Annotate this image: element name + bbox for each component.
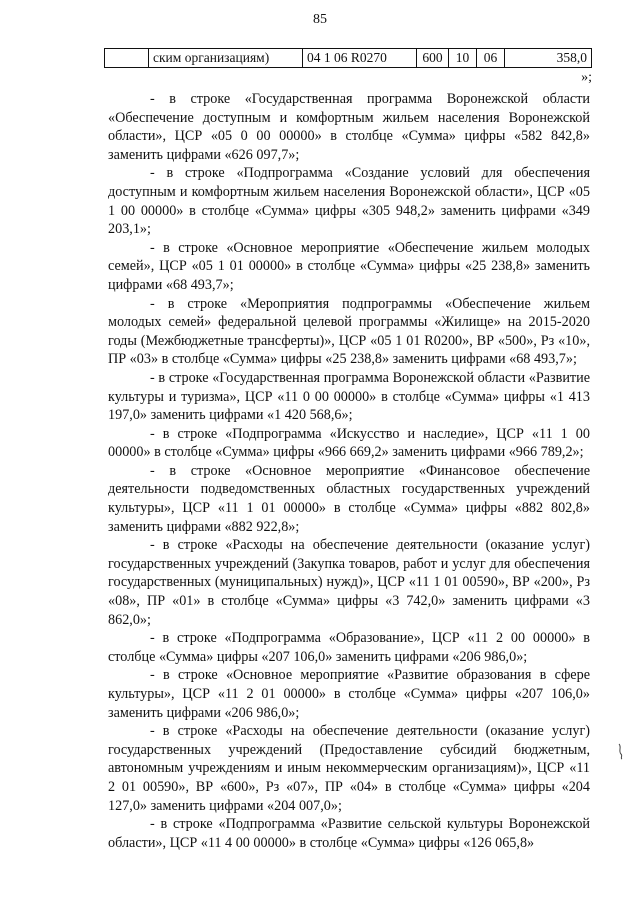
amendment-item: - в строке «Расходы на обеспечение деятельности (оказание услуг) государственных учреждений (Закупка товаров, работ и услуг для обеспечения государственных (муниципальных) нужд)», ЦСР «11 1 01 00590», ВР «200», Рз «08», ПР «01» в столбце «Сумма» цифры «3 742,0» заменить цифрами «3 862,0»; (108, 537, 590, 628)
table-cell-csr: 04 1 06 R0270 (303, 49, 417, 67)
closing-quote: »; (581, 70, 592, 85)
margin-mark-icon (616, 742, 626, 760)
amendment-item: - в строке «Расходы на обеспечение деятельности (оказание услуг) государственных учреждений (Предоставление субсидий бюджетным, автономным учреждениям и иным некоммерческим организациям)», ЦСР «11 2 01 00590», ВР «600», Рз «07», ПР «04» в столбце «Сумма» цифры «204 127,0» заменить цифрами «204 007,0»; (108, 723, 590, 814)
amendment-item: - в строке «Государственная программа Воронежской области «Обеспечение доступным и комфортным жильем населения Воронежской области», ЦСР «05 0 00 00000» в столбце «Сумма» цифры «582 842,8» заменить цифрами «626 097,7»; (108, 91, 590, 163)
amendment-item: - в строке «Подпрограмма «Искусство и наследие», ЦСР «11 1 00 00000» в столбце «Сумма» цифры «966 669,2» заменить цифрами «966 789,2»; (108, 425, 590, 461)
table-cell-rz: 10 (449, 49, 477, 67)
table-cell-vr: 600 (417, 49, 449, 67)
amendment-item: - в строке «Государственная программа Воронежской области «Развитие культуры и туризма», ЦСР «11 0 00 00000» в столбце «Сумма» цифры «1 413 197,0» заменить цифрами «1 420 568,6»; (108, 369, 590, 424)
budget-table-row (104, 48, 592, 68)
amendment-item: - в строке «Основное мероприятие «Развитие образования в сфере культуры», ЦСР «11 2 01 00000» в столбце «Сумма» цифры «207 106,0» заменить цифрами «206 986,0»; (108, 667, 590, 721)
amendment-list (108, 90, 590, 852)
amendment-item: - в строке «Основное мероприятие «Финансовое обеспечение деятельности подведомственных областных государственных учреждений культуры», ЦСР «11 1 01 00000» в столбце «Сумма» цифры «882 802,8» заменить цифрами «882 922,8»; (108, 462, 590, 535)
amendment-item: - в строке «Подпрограмма «Образование», ЦСР «11 2 00 00000» в столбце «Сумма» цифры «207 106,0» заменить цифрами «206 986,0»; (108, 630, 590, 665)
amendment-item: - в строке «Основное мероприятие «Обеспечение жильем молодых семей», ЦСР «05 1 01 00000» в столбце «Сумма» цифры «25 238,8» заменить цифрами «68 493,7»; (108, 239, 590, 293)
page-number: 85 (313, 12, 327, 27)
table-cell-sum: 358,0 (556, 50, 587, 65)
amendment-item: - в строке «Подпрограмма «Развитие сельской культуры Воронежской области», ЦСР «11 4 00 00000» в столбце «Сумма» цифры «126 065,8» (108, 816, 590, 851)
amendment-item: - в строке «Мероприятия подпрограммы «Обеспечение жильем молодых семей» федеральной целевой программы «Жилище» на 2015-2020 годы (Межбюджетные трансферты)», ЦСР «05 1 01 R0200», ВР «500», Рз «10», ПР «03» в столбце «Сумма» цифры «25 238,8» заменить цифрами «68 493,7»; (108, 295, 590, 368)
table-cell-pr: 06 (477, 49, 505, 67)
table-cell-blank (105, 49, 149, 67)
amendment-item: - в строке «Подпрограмма «Создание условий для обеспечения доступным и комфортным жильем населения Воронежской области», ЦСР «05 1 00 00000» в столбце «Сумма» цифры «305 948,2» заменить цифрами «349 203,1»; (108, 165, 590, 238)
table-cell-name: ским организациям) (149, 49, 303, 67)
